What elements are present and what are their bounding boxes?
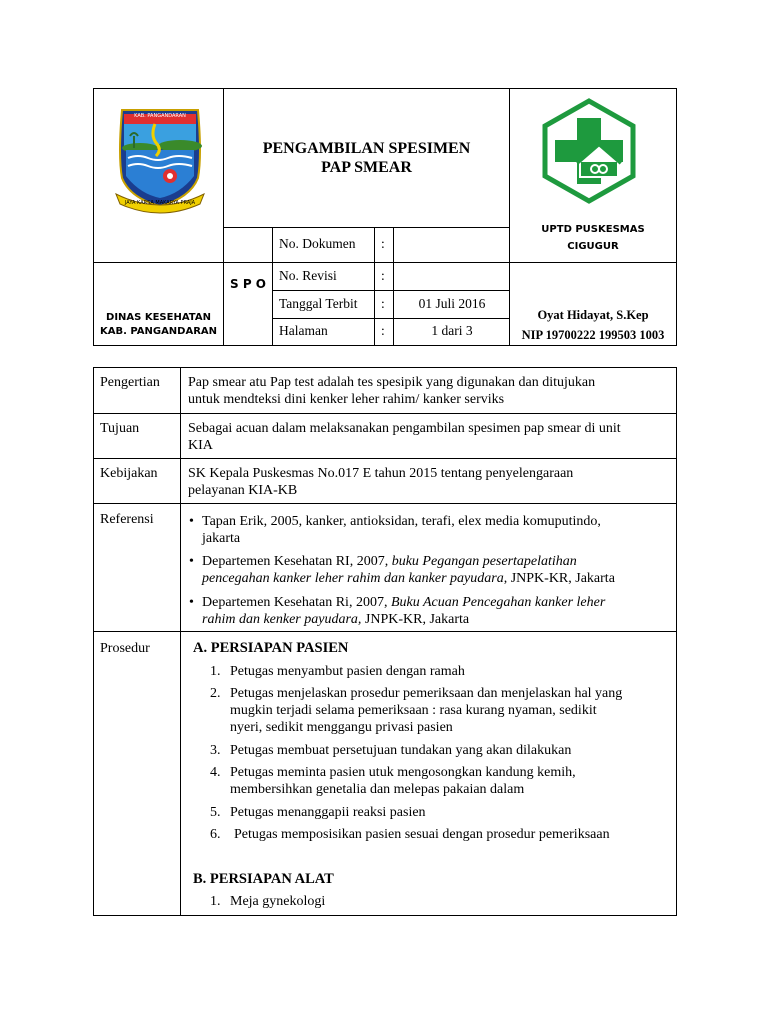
border xyxy=(374,227,375,346)
tujuan-line-1: Sebagai acuan dalam melaksanakan pengambilan spesimen pap smear di unit xyxy=(188,421,621,436)
org-right-line-2: CIGUGUR xyxy=(567,241,619,252)
kebijakan-line-1: SK Kepala Puskesmas No.017 E tahun 2015 tentang penyelengaraan xyxy=(188,466,574,481)
pengertian-line-1: Pap smear atu Pap test adalah tes spesipik yang digunakan dan ditujukan xyxy=(188,375,596,390)
step-a4-line-1: Petugas meminta pasien utuk mengosongkan kandung kemih, xyxy=(230,765,576,780)
border xyxy=(93,88,677,89)
row-sep: : xyxy=(381,323,385,338)
list-number: 1. xyxy=(210,664,221,679)
spo-label: S P O xyxy=(230,277,266,291)
label-kebijakan: Kebijakan xyxy=(100,466,158,481)
row-label-no-dokumen: No. Dokumen xyxy=(279,236,356,251)
border xyxy=(180,367,181,916)
label-prosedur: Prosedur xyxy=(100,641,150,656)
row-sep: : xyxy=(381,236,385,251)
ref-2-part: Departemen Kesehatan RI, 2007, xyxy=(202,554,392,569)
emblem-motto: JAYA KARSA MAKARYA PRAJA xyxy=(124,200,196,206)
org-left xyxy=(94,311,223,339)
row-value-halaman: 1 dari 3 xyxy=(431,323,473,338)
signer-nip: NIP 19700222 199503 1003 xyxy=(521,328,665,342)
border xyxy=(272,227,273,346)
ref-3-part: JNPK-KR, Jakarta xyxy=(361,612,470,627)
ref-3-italic: Buku Acuan Pencegahan kanker leher xyxy=(390,595,606,610)
label-referensi: Referensi xyxy=(100,512,154,527)
row-value-tanggal: 01 Juli 2016 xyxy=(418,296,486,311)
list-number: 6. xyxy=(210,827,221,842)
pengertian-line-2: untuk mendteksi dini kenker leher rahim/ kanker serviks xyxy=(188,392,505,407)
border xyxy=(223,88,224,346)
step-a5: Petugas menanggapii reaksi pasien xyxy=(230,805,426,820)
border xyxy=(93,88,94,346)
list-number: 4. xyxy=(210,765,221,780)
referensi-1-line-1: Tapan Erik, 2005, kanker, antioksidan, terafi, elex media komuputindo, xyxy=(202,514,601,529)
label-pengertian: Pengertian xyxy=(100,375,160,390)
step-a1: Petugas menyambut pasien dengan ramah xyxy=(230,664,465,679)
ref-2-part: , JNPK-KR, Jakarta xyxy=(503,571,615,586)
ref-3-part: Departemen Kesehatan Ri, 2007, xyxy=(202,595,391,610)
label-tujuan: Tujuan xyxy=(100,421,140,436)
referensi-2-line-1 xyxy=(202,553,670,570)
step-b1: Meja gynekologi xyxy=(230,894,326,909)
border xyxy=(676,88,677,346)
list-number: 3. xyxy=(210,743,221,758)
border xyxy=(272,318,510,319)
list-number: 1. xyxy=(210,894,221,909)
row-sep: : xyxy=(381,296,385,311)
row-label-tanggal-terbit: Tanggal Terbit xyxy=(279,296,358,311)
title-line-1: PENGAMBILAN SPESIMEN xyxy=(262,140,471,157)
row-label-no-revisi: No. Revisi xyxy=(279,268,337,283)
org-right-line-1: UPTD PUSKESMAS xyxy=(541,224,645,235)
ref-2-italic: pencegahan kanker leher rahim dan kanker payudara xyxy=(202,571,504,586)
row-sep: : xyxy=(381,268,385,283)
tujuan-line-2: KIA xyxy=(188,438,213,453)
referensi-3-line-2 xyxy=(202,611,670,628)
signer-block xyxy=(510,305,676,345)
section-a-title: A. PERSIAPAN PASIEN xyxy=(193,640,349,656)
signer-name: Oyat Hidayat, S.Kep xyxy=(537,308,649,322)
border xyxy=(93,367,94,916)
step-a6: Petugas memposisikan pasien sesuai dengan prosedur pemeriksaan xyxy=(234,827,610,842)
ref-3-italic: rahim dan kenker payudara, xyxy=(202,612,362,627)
border xyxy=(93,345,677,346)
org-left-line-2: KAB. PANGANDARAN xyxy=(99,326,218,337)
border xyxy=(223,227,510,228)
emblem-text-top: KAB. PANGANDARAN xyxy=(134,113,186,119)
section-b-title: B. PERSIAPAN ALAT xyxy=(193,871,334,887)
org-left-line-1: DINAS KESEHATAN xyxy=(106,312,211,323)
step-a2-line-1: Petugas menjelaskan prosedur pemeriksaan dan menjelaskan hal yang xyxy=(230,686,623,701)
bullet: • xyxy=(189,554,194,569)
row-label-halaman: Halaman xyxy=(279,323,328,338)
document-title xyxy=(224,139,509,177)
org-right xyxy=(510,221,676,255)
title-line-2: PAP SMEAR xyxy=(321,159,412,176)
puskesmas-logo-icon xyxy=(539,98,639,208)
border xyxy=(93,262,677,263)
step-a3: Petugas membuat persetujuan tundakan yang akan dilakukan xyxy=(230,743,572,758)
border xyxy=(676,367,677,916)
referensi-2-line-2 xyxy=(202,570,670,587)
border xyxy=(272,290,510,291)
list-number: 5. xyxy=(210,805,221,820)
step-a4-line-2: membersihkan genetalia dan melepas pakaian dalam xyxy=(230,782,525,797)
referensi-1-line-2: jakarta xyxy=(202,531,241,546)
kebijakan-line-2: pelayanan KIA-KB xyxy=(188,483,298,498)
list-number: 2. xyxy=(210,686,221,701)
bullet: • xyxy=(189,595,194,610)
ref-2-italic: buku Pegangan pesertapelatihan xyxy=(391,554,577,569)
referensi-3-line-1 xyxy=(202,594,670,611)
step-a2-line-3: nyeri, sedikit menggangu privasi pasien xyxy=(230,720,453,735)
step-a2-line-2: mugkin terjadi selama pemeriksaan : rasa kurang nyaman, sedikit xyxy=(230,703,597,718)
bullet: • xyxy=(189,514,194,529)
